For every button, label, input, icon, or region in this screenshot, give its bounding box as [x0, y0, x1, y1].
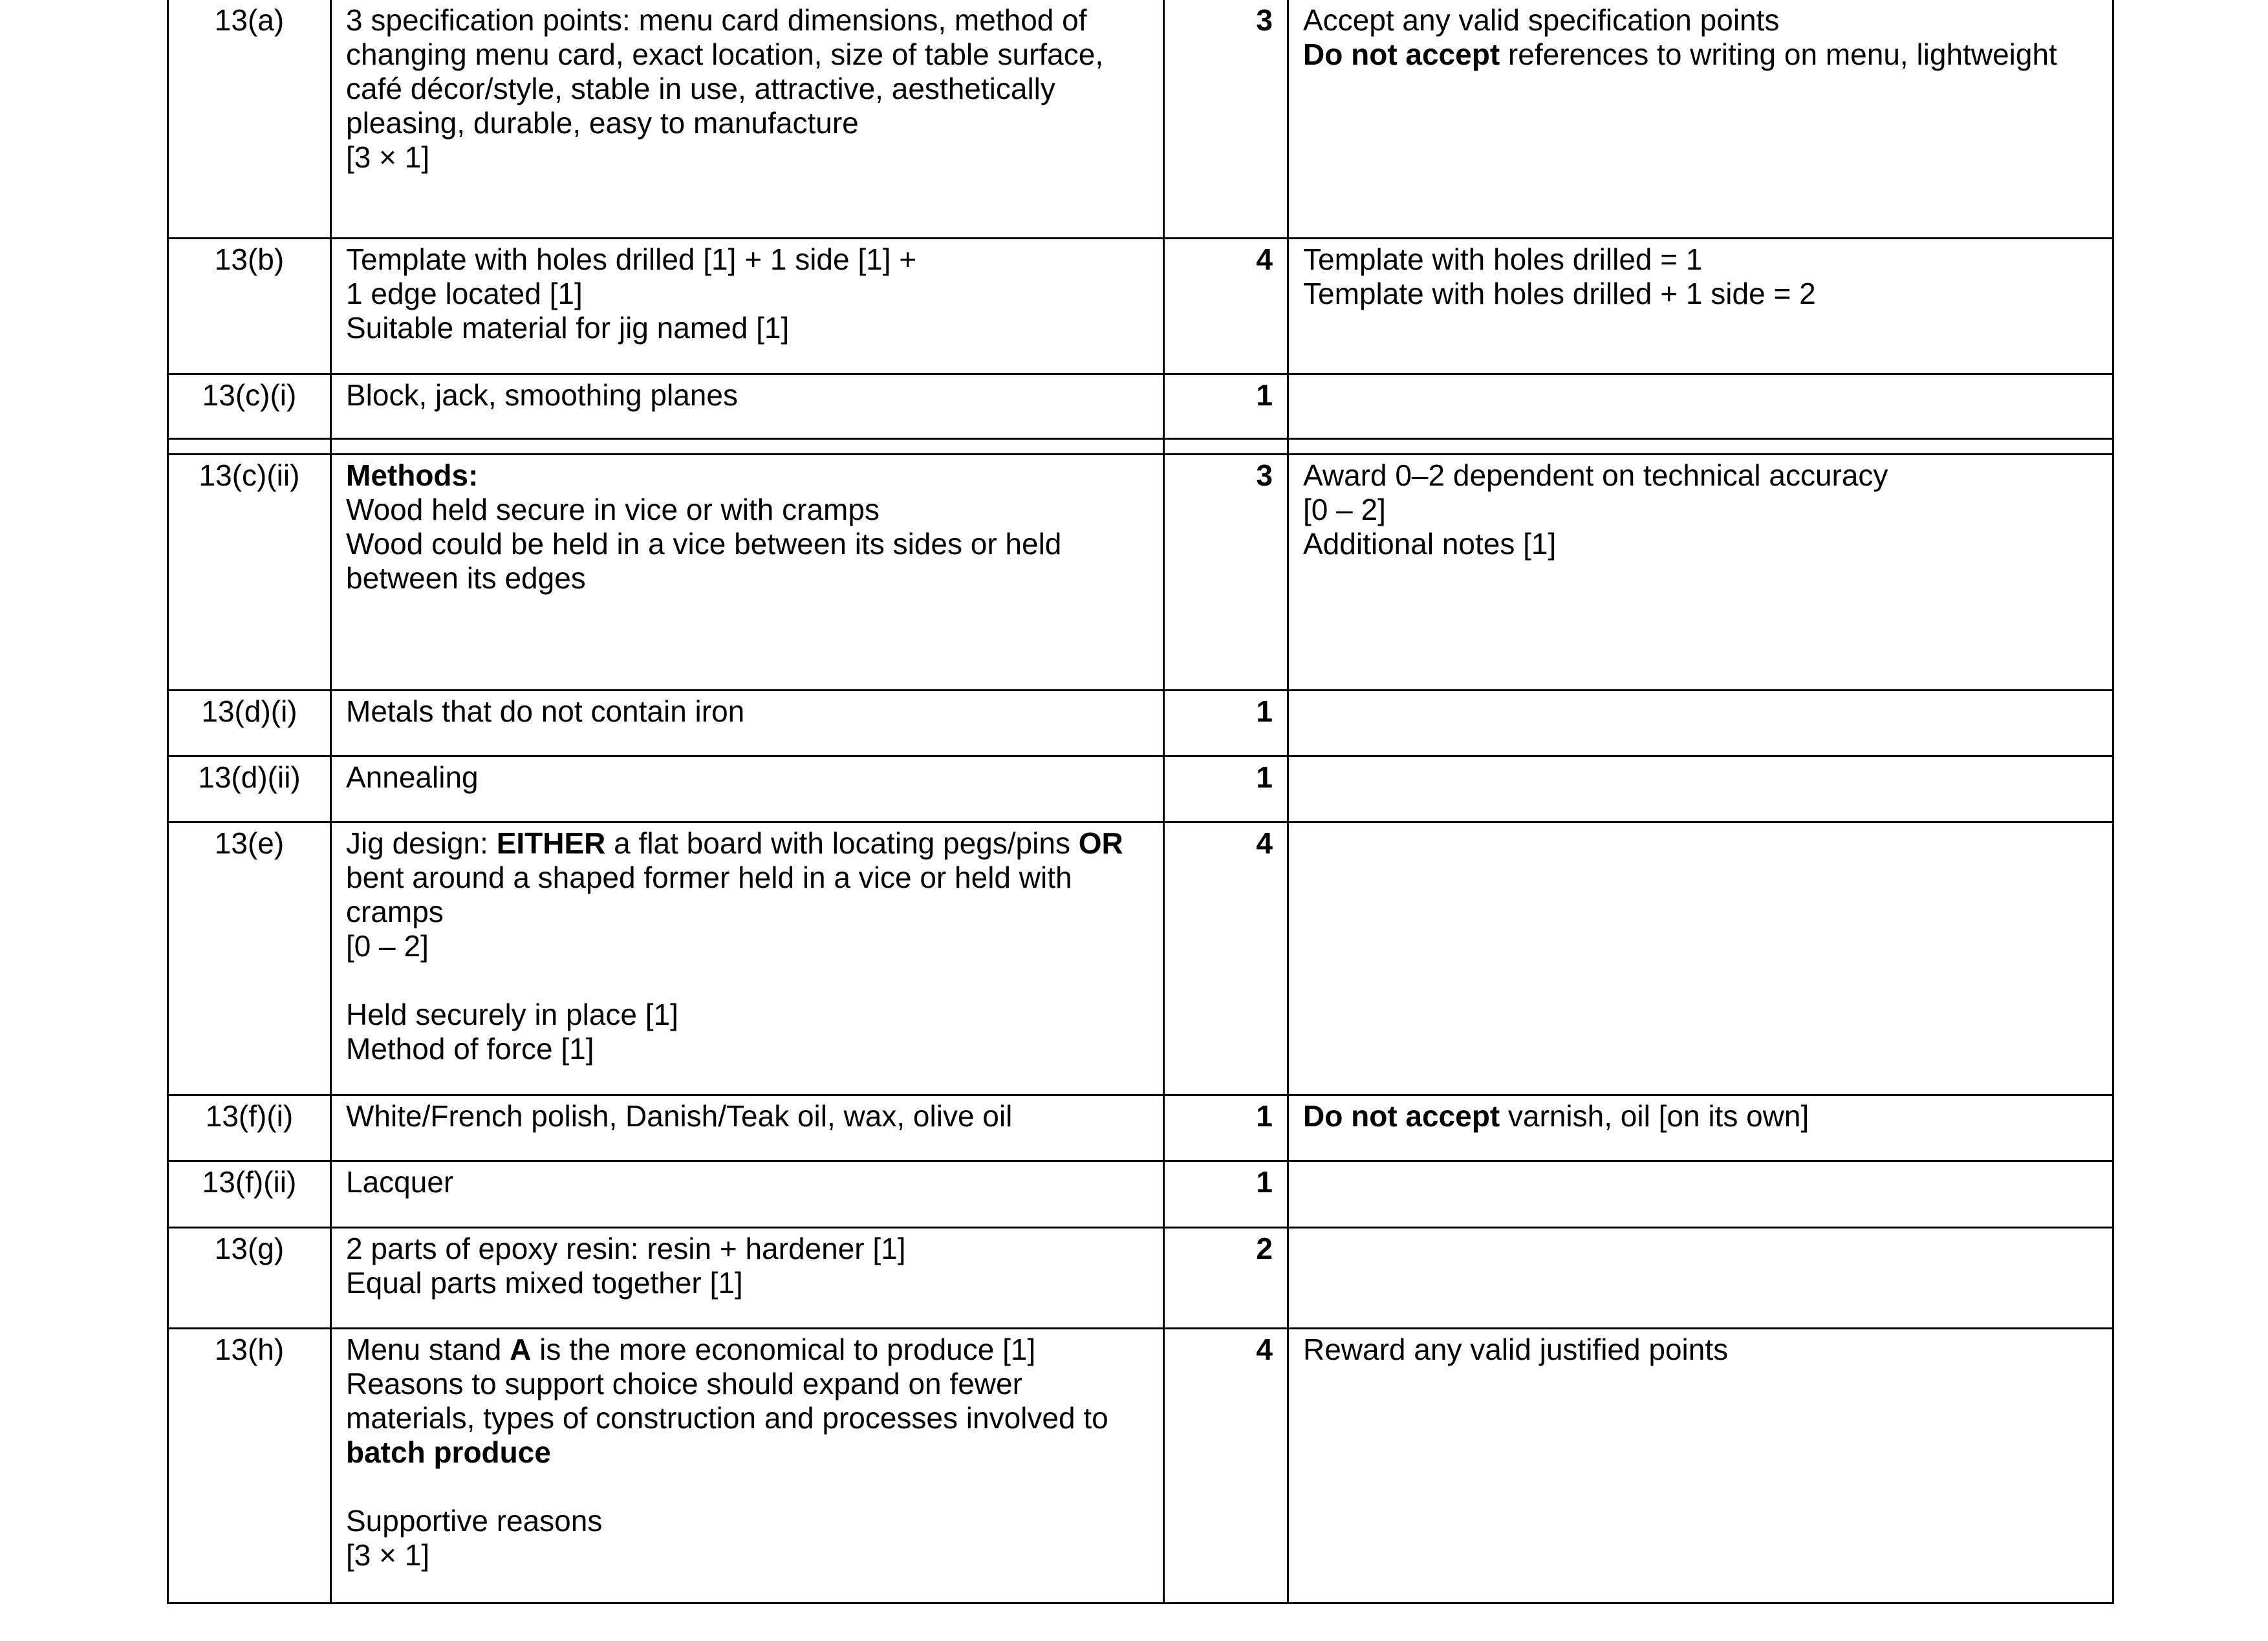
- guidance-bold-text: Do not accept: [1303, 38, 1500, 71]
- answer-text: cramps: [346, 894, 444, 928]
- marks-cell: 1: [1164, 374, 1288, 438]
- answer-text: 1 edge located [1]: [346, 276, 583, 310]
- answer-cell: [331, 0, 1164, 238]
- row-separator: [168, 438, 2113, 454]
- answer-line: [346, 1401, 1149, 1435]
- answer-line: [346, 106, 1149, 140]
- question-number: 13(d)(i): [168, 690, 331, 756]
- guidance-cell: [1288, 1328, 2113, 1603]
- guidance-text: Accept any valid specification points: [1303, 3, 1780, 37]
- marks-cell: 1: [1164, 1095, 1288, 1161]
- guidance-line: [1303, 3, 2098, 38]
- answer-line: [346, 527, 1149, 561]
- answer-cell: [331, 756, 1164, 822]
- mark-scheme-table: [167, 0, 2114, 1604]
- answer-line: [346, 38, 1149, 72]
- guidance-text: references to writing on menu, lightweight: [1500, 38, 2057, 71]
- marks-cell: 4: [1164, 238, 1288, 374]
- question-number: 13(c)(ii): [168, 454, 331, 690]
- row-13-d-ii: [168, 756, 2113, 822]
- answer-text: [3 × 1]: [346, 140, 430, 174]
- marks-cell: 2: [1164, 1227, 1288, 1328]
- marks-cell: 3: [1164, 0, 1288, 238]
- answer-line: [346, 1367, 1149, 1401]
- answer-text: White/French polish, Danish/Teak oil, wax, olive oil: [346, 1099, 1013, 1133]
- answer-cell: [331, 1328, 1164, 1603]
- answer-text: Equal parts mixed together [1]: [346, 1265, 743, 1300]
- answer-line: [346, 140, 1149, 175]
- answer-bold-text: Methods:: [346, 458, 479, 492]
- answer-line: [346, 72, 1149, 106]
- answer-line: [346, 311, 1149, 345]
- guidance-line: [1303, 493, 2098, 527]
- answer-text: Annealing: [346, 760, 479, 794]
- guidance-cell: [1288, 454, 2113, 690]
- guidance-text: Template with holes drilled = 1: [1303, 242, 1703, 276]
- answer-line: [346, 694, 1149, 729]
- separator-cell: [1164, 438, 1288, 454]
- guidance-cell: [1288, 238, 2113, 374]
- answer-line: [346, 1099, 1149, 1133]
- answer-text: Method of force [1]: [346, 1031, 594, 1066]
- answer-text: Reasons to support choice should expand on fewer: [346, 1366, 1022, 1400]
- marks-cell: 3: [1164, 454, 1288, 690]
- answer-bold-text: batch produce: [346, 1435, 551, 1469]
- answer-text: Jig design:: [346, 826, 497, 860]
- marks-cell: 4: [1164, 1328, 1288, 1603]
- answer-text: Menu stand: [346, 1332, 510, 1366]
- row-13-d-i: [168, 690, 2113, 756]
- answer-text: Lacquer: [346, 1164, 454, 1199]
- answer-text: Metals that do not contain iron: [346, 694, 745, 728]
- answer-text: between its edges: [346, 561, 586, 595]
- answer-text: Block, jack, smoothing planes: [346, 378, 738, 412]
- answer-bold-text: A: [510, 1332, 532, 1366]
- answer-text: Wood held secure in vice or with cramps: [346, 492, 880, 526]
- answer-line: [346, 3, 1149, 38]
- guidance-line: [1303, 277, 2098, 311]
- answer-line: [346, 1504, 1149, 1538]
- answer-text: [3 × 1]: [346, 1538, 430, 1572]
- answer-text: 3 specification points: menu card dimensions, method of: [346, 3, 1087, 37]
- guidance-text: Additional notes [1]: [1303, 526, 1557, 561]
- question-number: 13(h): [168, 1328, 331, 1603]
- row-13-b: [168, 238, 2113, 374]
- guidance-bold-text: Do not accept: [1303, 1099, 1500, 1133]
- answer-cell: [331, 1095, 1164, 1161]
- question-number: 13(e): [168, 822, 331, 1095]
- answer-text: 2 parts of epoxy resin: resin + hardener [1]: [346, 1231, 906, 1265]
- answer-line: [346, 861, 1149, 895]
- answer-line: [346, 378, 1149, 413]
- answer-line: [346, 760, 1149, 795]
- answer-line: [346, 1435, 1149, 1470]
- answer-text: changing menu card, exact location, size of table surface,: [346, 38, 1104, 71]
- answer-line: [346, 1266, 1149, 1300]
- row-13-g: [168, 1227, 2113, 1328]
- row-13-h: [168, 1328, 2113, 1603]
- answer-cell: [331, 238, 1164, 374]
- guidance-text: [0 – 2]: [1303, 492, 1386, 526]
- answer-line: [346, 561, 1149, 595]
- guidance-line: [1303, 1099, 2098, 1133]
- marks-cell: 1: [1164, 756, 1288, 822]
- question-number: 13(f)(ii): [168, 1161, 331, 1227]
- answer-text: a flat board with locating pegs/pins: [605, 826, 1079, 860]
- answer-blank-line: [346, 963, 1149, 998]
- row-13-f-ii: [168, 1161, 2113, 1227]
- question-number: 13(a): [168, 0, 331, 238]
- guidance-cell: [1288, 756, 2113, 822]
- guidance-text: Award 0–2 dependent on technical accuracy: [1303, 458, 1888, 492]
- answer-cell: [331, 1161, 1164, 1227]
- answer-bold-text: EITHER: [496, 826, 606, 860]
- guidance-line: [1303, 458, 2098, 493]
- row-13-c-ii: [168, 454, 2113, 690]
- answer-text: Template with holes drilled [1] + 1 side [1] +: [346, 242, 917, 276]
- guidance-cell: [1288, 374, 2113, 438]
- answer-line: [346, 1032, 1149, 1066]
- answer-bold-text: OR: [1078, 826, 1123, 860]
- row-13-e: [168, 822, 2113, 1095]
- answer-line: [346, 1232, 1149, 1266]
- answer-text: [0 – 2]: [346, 928, 429, 963]
- marks-cell: 4: [1164, 822, 1288, 1095]
- answer-line: [346, 1333, 1149, 1367]
- answer-line: [346, 929, 1149, 963]
- answer-line: [346, 1538, 1149, 1572]
- row-13-c-i: [168, 374, 2113, 438]
- guidance-text: Reward any valid justified points: [1303, 1332, 1729, 1366]
- answer-text: café décor/style, stable in use, attractive, aesthetically: [346, 72, 1055, 105]
- answer-line: [346, 493, 1149, 527]
- marks-cell: 1: [1164, 690, 1288, 756]
- guidance-cell: [1288, 822, 2113, 1095]
- guidance-text: Template with holes drilled + 1 side = 2: [1303, 276, 1816, 310]
- guidance-line: [1303, 527, 2098, 561]
- answer-text: Wood could be held in a vice between its sides or held: [346, 526, 1062, 561]
- separator-cell: [168, 438, 331, 454]
- guidance-cell: [1288, 1161, 2113, 1227]
- answer-text: materials, types of construction and processes involved to: [346, 1400, 1108, 1435]
- answer-text: Suitable material for jig named [1]: [346, 310, 790, 345]
- answer-cell: [331, 822, 1164, 1095]
- separator-cell: [331, 438, 1164, 454]
- answer-cell: [331, 374, 1164, 438]
- answer-line: [346, 826, 1149, 861]
- row-13-f-i: [168, 1095, 2113, 1161]
- answer-line: [346, 277, 1149, 311]
- guidance-line: [1303, 242, 2098, 277]
- guidance-cell: [1288, 1095, 2113, 1161]
- question-number: 13(f)(i): [168, 1095, 331, 1161]
- answer-cell: [331, 454, 1164, 690]
- question-number: 13(d)(ii): [168, 756, 331, 822]
- row-13-a: [168, 0, 2113, 238]
- answer-blank-line: [346, 1470, 1149, 1504]
- answer-text: Supportive reasons: [346, 1503, 603, 1538]
- answer-cell: [331, 1227, 1164, 1328]
- answer-text: bent around a shaped former held in a vice or held with: [346, 860, 1072, 894]
- answer-cell: [331, 690, 1164, 756]
- marks-cell: 1: [1164, 1161, 1288, 1227]
- answer-text: is the more economical to produce [1]: [531, 1332, 1036, 1366]
- guidance-line: [1303, 1333, 2098, 1367]
- mark-scheme-rows: [168, 0, 2113, 1603]
- question-number: 13(b): [168, 238, 331, 374]
- separator-cell: [1288, 438, 2113, 454]
- answer-line: [346, 458, 1149, 493]
- answer-line: [346, 998, 1149, 1032]
- guidance-cell: [1288, 0, 2113, 238]
- guidance-cell: [1288, 1227, 2113, 1328]
- answer-line: [346, 1165, 1149, 1199]
- guidance-text: varnish, oil [on its own]: [1500, 1099, 1809, 1133]
- question-number: 13(c)(i): [168, 374, 331, 438]
- answer-text: pleasing, durable, easy to manufacture: [346, 106, 859, 140]
- answer-text: Held securely in place [1]: [346, 997, 678, 1031]
- answer-line: [346, 895, 1149, 929]
- guidance-line: [1303, 38, 2098, 72]
- guidance-cell: [1288, 690, 2113, 756]
- answer-line: [346, 242, 1149, 277]
- question-number: 13(g): [168, 1227, 331, 1328]
